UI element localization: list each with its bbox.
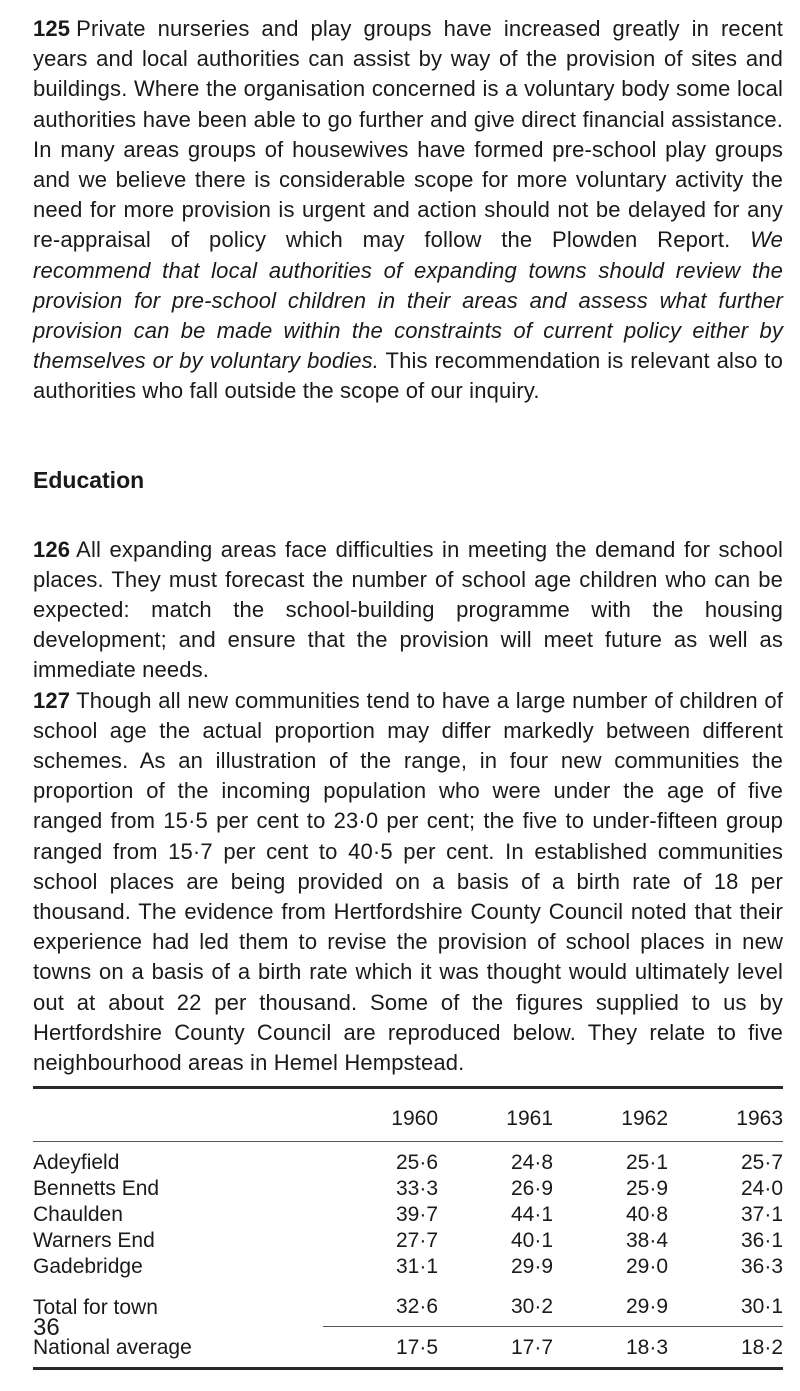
- table-cell: 27·7: [395, 1229, 438, 1253]
- table-cell: 40·1: [510, 1229, 553, 1253]
- table-cell: 33·3: [395, 1177, 438, 1201]
- row-label: Total for town: [33, 1295, 158, 1319]
- table-cell: 38·4: [625, 1229, 668, 1253]
- header-cell: 1961: [438, 1101, 553, 1142]
- header-cell: 1960: [323, 1101, 438, 1142]
- paragraph-126: [33, 535, 783, 686]
- table-cell: 30·2: [438, 1280, 553, 1327]
- recommendation-text: We recommend that local authorities of expanding towns should review the provision for pre-school children in their areas and assess what further provision can be made within the constraints of current policy either by themselves or by voluntary bodies.: [33, 227, 784, 374]
- row-label: Gadebridge: [33, 1255, 143, 1279]
- table-row: [33, 1202, 783, 1228]
- birth-rate-table: [33, 1101, 783, 1367]
- table-cell: 24·0: [740, 1177, 783, 1201]
- paragraph-text: Though all new communities tend to have a large number of children of school age the actual proportion may differ markedly between different schemes. As an illustration of the range, in four new communities the proportion of the incoming population who were under the age of five ranged from 15·5 per cent to 23·0 per cent; the five to under-fifteen group ranged from 15·7 per cent to 40·5 per cent. In established communities school places are being provided on a basis of a birth rate of 18 per thousand. The evidence from Hertfordshire County Council noted that their experience had led them to revise the provision of school places in new towns on a basis of a birth rate which it was thought would ultimately level out at about 22 per thousand. Some of the figures supplied to us by Hertfordshire County Council are reproduced below. They relate to five neighbourhood areas in Hemel Hempstead.: [33, 687, 783, 1076]
- table-cell: 30·1: [668, 1280, 783, 1327]
- table-cell: 25·7: [740, 1151, 783, 1175]
- table-cell: 32·6: [323, 1280, 438, 1327]
- paragraph-text-end: This recommendation is relevant also to authorities who fall outside the scope of our inquiry.: [33, 348, 783, 404]
- table-cell: 44·1: [510, 1203, 553, 1227]
- paragraph-number: 126: [33, 536, 71, 562]
- header-cell: 1963: [668, 1101, 783, 1142]
- row-label: Warners End: [33, 1229, 155, 1253]
- row-label: Adeyfield: [33, 1151, 120, 1175]
- row-label: National average: [33, 1336, 192, 1360]
- table-cell: 26·9: [510, 1177, 553, 1201]
- table-cell: 29·9: [510, 1255, 553, 1279]
- paragraph-number: 125: [33, 16, 71, 41]
- table-header-row: [33, 1101, 783, 1142]
- table-cell: 25·9: [625, 1177, 668, 1201]
- table-cell: 29·9: [553, 1280, 668, 1327]
- national-average-row: [33, 1327, 783, 1368]
- table-cell: 25·6: [395, 1151, 438, 1175]
- paragraph-text: All expanding areas face difficulties in meeting the demand for school places. They must forecast the number of school age children who can be expected: match the school-building programme with the housing development; and ensure that the provision will meet future as well as immediate needs.: [33, 536, 783, 683]
- table-top-rule: [33, 1086, 783, 1089]
- table-cell: 31·1: [395, 1255, 438, 1279]
- table-cell: 24·8: [510, 1151, 553, 1175]
- section-heading: Education: [33, 466, 145, 493]
- table-cell: 39·7: [395, 1203, 438, 1227]
- table-row: [33, 1254, 783, 1280]
- header-cell: [33, 1101, 323, 1142]
- table-row: [33, 1176, 783, 1202]
- table-cell: 17·5: [395, 1336, 438, 1360]
- table-cell: 29·0: [625, 1255, 668, 1279]
- table-cell: 18·3: [625, 1336, 668, 1360]
- table-cell: 40·8: [625, 1203, 668, 1227]
- document-page: [33, 14, 783, 1370]
- header-cell: 1962: [553, 1101, 668, 1142]
- row-label: Bennetts End: [33, 1177, 160, 1201]
- table-bottom-rule: [33, 1367, 783, 1370]
- table-cell: 18·2: [740, 1336, 783, 1360]
- table-row: [33, 1228, 783, 1254]
- table-cell: 25·1: [625, 1151, 668, 1175]
- paragraph-127: [33, 686, 783, 1079]
- table-row: [33, 1142, 783, 1177]
- table-cell: 36·1: [740, 1229, 783, 1253]
- table-cell: 36·3: [740, 1255, 783, 1279]
- paragraph-number: 127: [33, 687, 71, 713]
- table-cell: 37·1: [740, 1203, 783, 1227]
- paragraph-text: Private nurseries and play groups have increased greatly in recent years and local authorities can assist by way of the provision of sites and buildings. Where the organisation concerned is a voluntary body some local authorities have been able to go further and give direct financial assistance. In many areas groups of housewives have formed pre-school play groups and we believe there is considerable scope for more voluntary activity the need for more provision is urgent and action should not be delayed for any re-appraisal of policy which may follow the Plowden Report.: [33, 16, 783, 253]
- page-number: 36: [33, 1314, 60, 1341]
- table-cell: 17·7: [510, 1336, 553, 1360]
- paragraph-125: [33, 14, 783, 407]
- row-label: Chaulden: [33, 1203, 123, 1227]
- total-row: [33, 1280, 783, 1327]
